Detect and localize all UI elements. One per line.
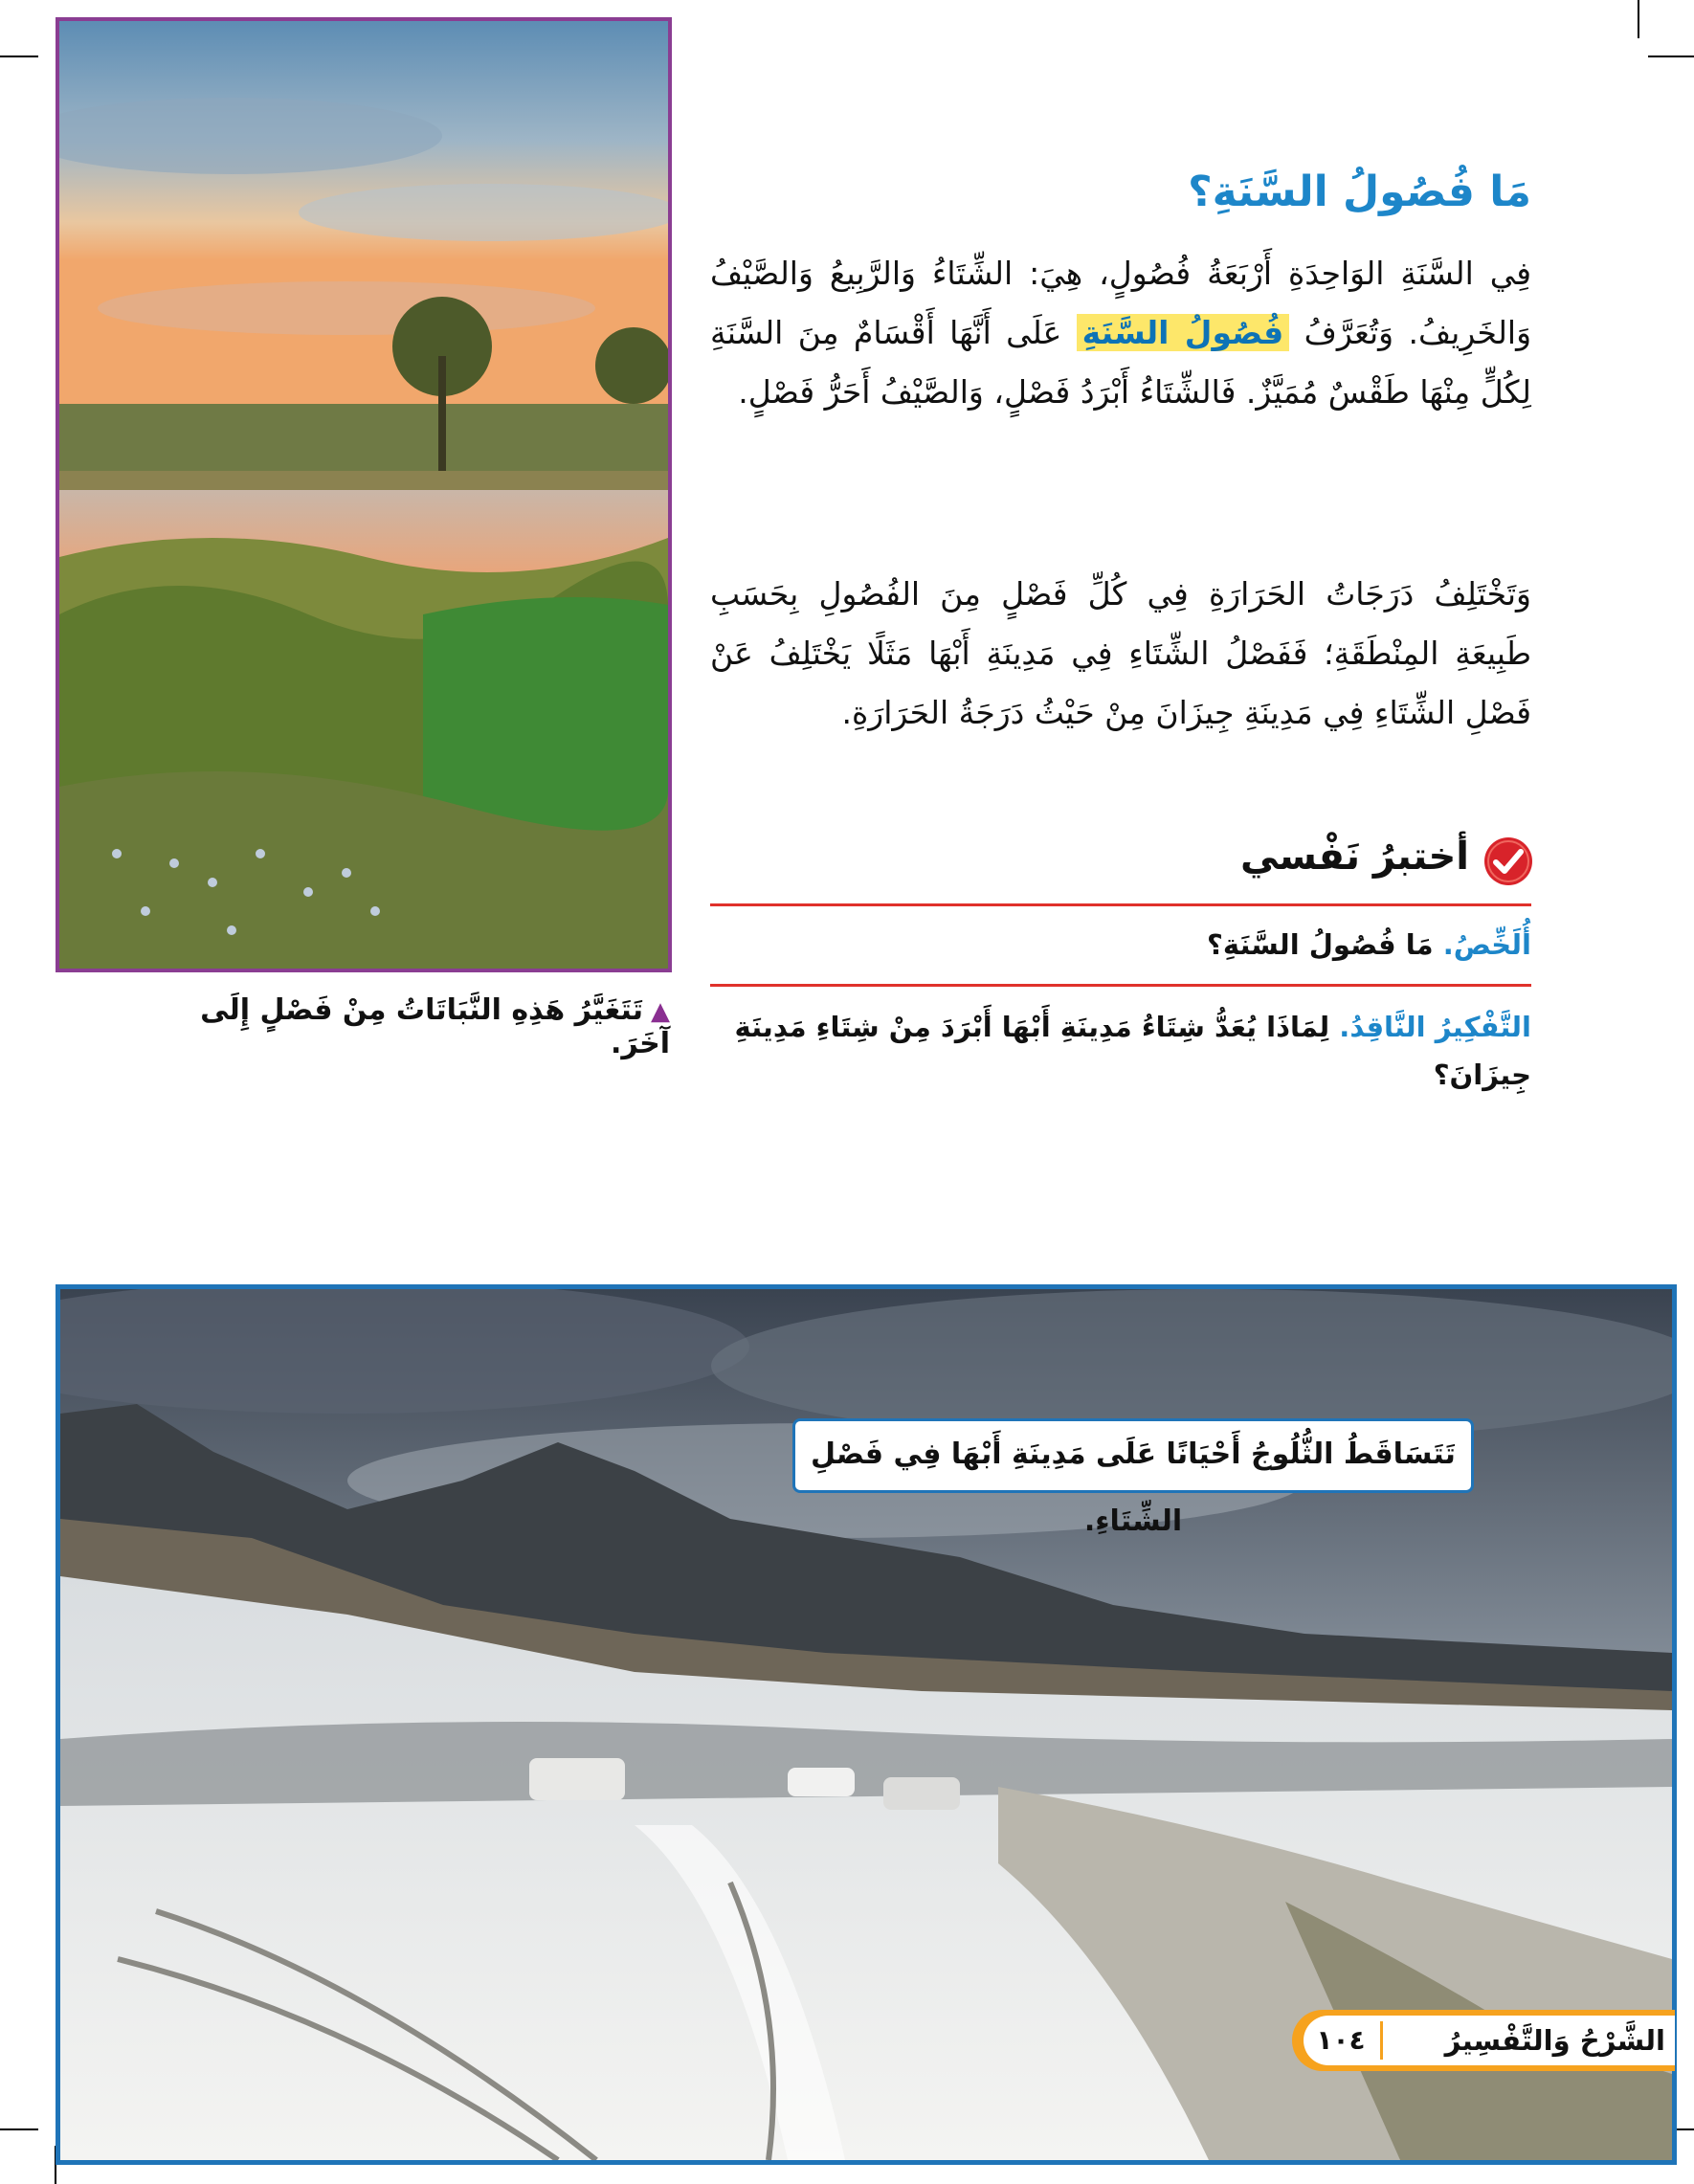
crop-mark (0, 56, 38, 57)
paragraph-1-after: عَلَى أَنَّهَا أَقْسَامٌ مِنَ السَّنَةِ لِكُلٍّ مِنْهَا طَقْسٌ مُمَيَّزٌ. فَالشِّتَاءُ أَبْرَدُ فَصْلٍ، وَالصَّيْفُ أَحَرُّ فَصْلٍ. (710, 314, 1531, 411)
crop-mark (1638, 0, 1639, 38)
landscape-photo (56, 17, 672, 972)
highlighted-term: فُصُولُ السَّنَةِ (1077, 314, 1290, 351)
divider-line (710, 984, 1531, 987)
photo2-caption: تَتَسَاقَطُ الثُّلُوجُ أَحْيَانًا عَلَى مَدِينَةِ أَبْهَا فِي فَصْلِ الشِّتَاءِ. (792, 1418, 1474, 1493)
checkmark-icon (1483, 836, 1533, 886)
section-heading: مَا فُصُولُ السَّنَةِ؟ (1188, 167, 1531, 216)
question-2-text: لِمَاذَا يُعَدُّ شِتَاءُ مَدِينَةِ أَبْهَا أَبْرَدَ مِنْ شِتَاءِ مَدِينَةِ جِيزَانَ؟ (734, 1011, 1531, 1091)
question-critical-thinking (710, 1003, 1531, 1099)
question-2-label: التَّفْكِيرُ النَّاقِدُ. (1339, 1011, 1531, 1043)
photo1-caption-text: تَتَغَيَّرُ هَذِهِ النَّبَاتَاتُ مِنْ فَصْلٍ إِلَى آخَرَ. (200, 993, 670, 1060)
caption-triangle-icon: ▲ (651, 997, 670, 1026)
question-1-text: مَا فُصُولُ السَّنَةِ؟ (1207, 928, 1434, 961)
photo1-caption (182, 993, 670, 1060)
self-check-title: أختبرُ نَفْسي (1240, 835, 1469, 879)
question-1-label: أُلَخِّصُ. (1442, 928, 1531, 961)
question-summarize (710, 921, 1531, 969)
divider-line (710, 903, 1531, 906)
crop-mark (0, 2128, 38, 2130)
paragraph-2: وَتَخْتَلِفُ دَرَجَاتُ الحَرَارَةِ فِي كُلِّ فَصْلٍ مِنَ الفُصُولِ بِحَسَبِ طَبِيعَةِ المِنْطَقَةِ؛ فَفَصْلُ الشِّتَاءِ فِي مَدِينَةِ أَبْهَا مَثَلًا يَخْتَلِفُ عَنْ فَصْلِ الشِّتَاءِ فِي مَدِينَةِ جِيزَانَ مِنْ حَيْثُ دَرَجَةُ الحَرَارَةِ. (710, 575, 1531, 731)
footer-section-label: الشَّرْحُ وَالتَّفْسِيرُ (1444, 2024, 1665, 2057)
paragraph-1-before: فِي السَّنَةِ الوَاحِدَةِ أَرْبَعَةُ فُصُولٍ، هِيَ: الشِّتَاءُ وَالرَّبِيعُ وَالصَّيْفُ وَالخَرِيفُ. وَتُعَرَّفُ (710, 255, 1531, 351)
page-number: ١٠٤ (1316, 2024, 1366, 2056)
paragraph-1 (710, 244, 1531, 422)
crop-mark (1648, 56, 1694, 57)
